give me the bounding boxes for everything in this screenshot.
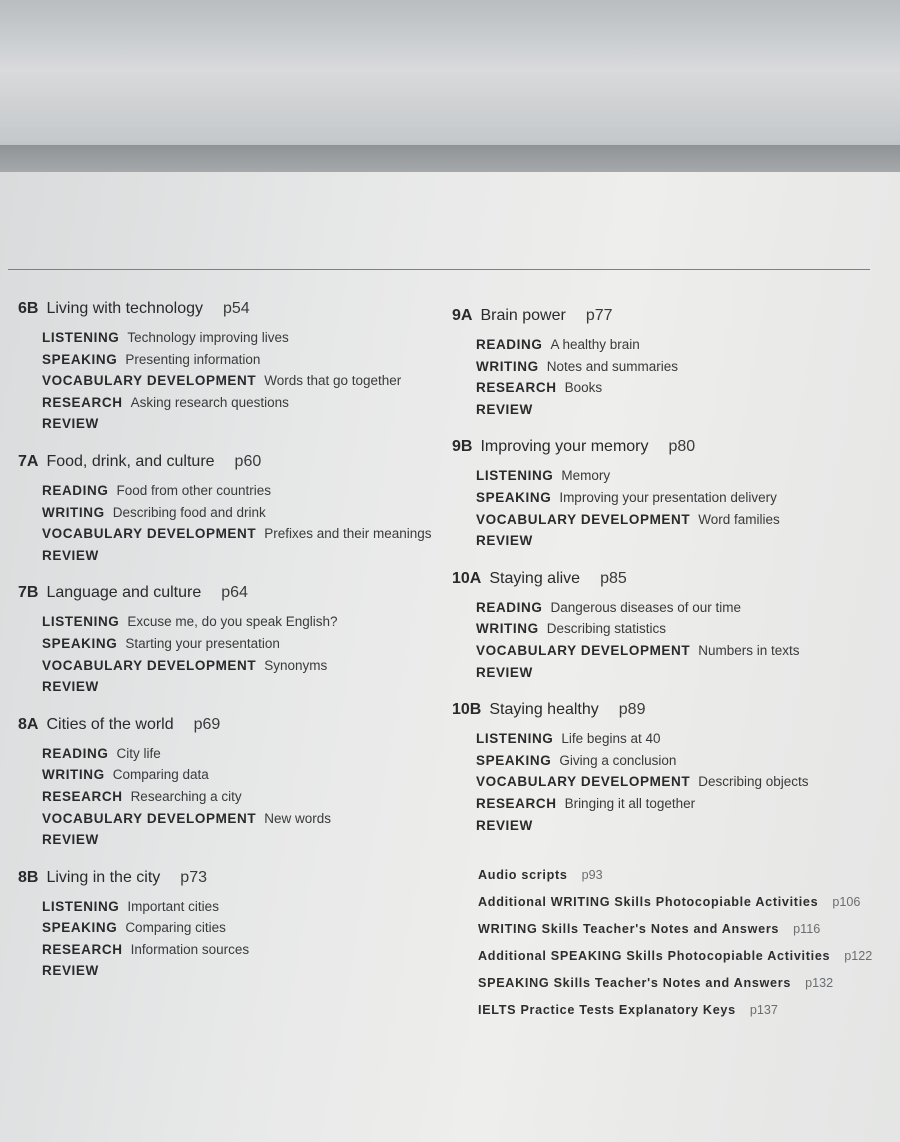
skill-item	[42, 808, 438, 830]
skill-item	[476, 793, 892, 815]
unit-code: 9A	[452, 307, 473, 324]
unit-title: Staying healthy	[489, 701, 599, 719]
extra-entry	[478, 943, 892, 970]
unit-section	[18, 869, 438, 982]
unit-heading	[452, 701, 892, 719]
extra-entry	[478, 997, 892, 1024]
unit-items	[18, 896, 438, 982]
skill-label: READING	[42, 482, 109, 498]
skill-label: SPEAKING	[42, 920, 118, 936]
skill-label: REVIEW	[476, 533, 533, 549]
skill-topic: Presenting information	[125, 351, 261, 367]
unit-heading	[452, 438, 892, 456]
skill-item	[42, 829, 438, 851]
unit-code: 10A	[452, 569, 482, 587]
extra-label: Additional WRITING Skills Photocopiable Activities	[478, 895, 819, 910]
unit-section	[452, 701, 892, 836]
skill-topic: Prefixes and their meanings	[264, 526, 432, 542]
background-photo-top	[0, 0, 900, 175]
extra-page-number: p93	[581, 868, 603, 883]
unit-section	[452, 570, 892, 683]
skill-item	[476, 771, 892, 793]
skill-topic: Technology improving lives	[127, 330, 289, 345]
unit-items	[452, 597, 892, 683]
unit-heading	[18, 584, 438, 602]
right-units	[452, 307, 892, 836]
unit-page-number: p60	[234, 452, 262, 470]
skill-label: WRITING	[42, 767, 105, 783]
unit-title: Living in the city	[46, 868, 161, 886]
skill-label: RESEARCH	[42, 941, 123, 957]
skill-topic: Researching a city	[130, 788, 242, 804]
extra-label: Audio scripts	[478, 868, 568, 883]
skill-item	[42, 676, 438, 698]
unit-code: 6B	[18, 300, 39, 317]
unit-page-number: p73	[180, 868, 207, 886]
unit-heading	[452, 307, 892, 325]
skill-label: VOCABULARY DEVELOPMENT	[476, 642, 691, 658]
skill-label: WRITING	[42, 504, 105, 520]
extra-entry	[478, 916, 892, 943]
unit-items	[18, 743, 438, 851]
skill-item	[476, 530, 892, 552]
unit-code: 7A	[18, 452, 39, 470]
unit-section	[18, 300, 438, 435]
skill-label: REVIEW	[476, 817, 533, 833]
unit-title: Food, drink, and culture	[46, 452, 215, 470]
unit-title: Staying alive	[489, 569, 581, 587]
unit-heading	[452, 570, 892, 588]
unit-title: Living with technology	[46, 300, 203, 317]
unit-heading	[18, 453, 438, 471]
skill-item	[42, 939, 438, 961]
skill-item	[42, 370, 438, 392]
skill-topic: Describing food and drink	[112, 504, 266, 520]
skill-topic: Numbers in texts	[698, 642, 800, 658]
skill-label: SPEAKING	[42, 635, 118, 651]
skill-label: VOCABULARY DEVELOPMENT	[42, 657, 257, 673]
unit-page-number: p64	[221, 584, 248, 602]
skill-item	[476, 487, 892, 509]
extra-page-number: p137	[749, 1003, 778, 1018]
skill-label: SPEAKING	[42, 351, 118, 367]
unit-items	[452, 334, 892, 420]
extra-page-number: p106	[832, 895, 861, 910]
skill-item	[42, 611, 438, 633]
skill-item	[476, 618, 892, 640]
skill-label: VOCABULARY DEVELOPMENT	[476, 511, 691, 527]
unit-title: Brain power	[480, 307, 566, 324]
skill-item	[42, 633, 438, 655]
skill-label: LISTENING	[42, 898, 120, 914]
skill-topic: New words	[264, 810, 331, 826]
skill-label: REVIEW	[42, 547, 99, 563]
unit-section	[452, 307, 892, 420]
skill-topic: Life begins at 40	[561, 731, 661, 747]
skill-item	[42, 502, 438, 524]
skill-item	[42, 786, 438, 808]
skill-item	[42, 655, 438, 677]
skill-topic: Food from other countries	[116, 482, 272, 498]
skill-label: RESEARCH	[42, 394, 123, 410]
unit-code: 8A	[18, 715, 39, 733]
contents-page	[0, 172, 900, 1142]
skill-item	[476, 334, 892, 356]
skill-topic: Books	[564, 380, 603, 396]
unit-section	[452, 438, 892, 551]
skill-item	[42, 960, 438, 982]
unit-page-number: p80	[668, 438, 696, 456]
unit-heading	[18, 869, 438, 887]
extra-label: SPEAKING Skills Teacher's Notes and Answers	[478, 976, 792, 991]
skill-label: READING	[476, 599, 543, 615]
extra-page-number: p122	[844, 949, 873, 964]
skill-label: RESEARCH	[42, 788, 123, 804]
skill-item	[476, 399, 892, 421]
skill-label: REVIEW	[476, 664, 533, 680]
unit-items	[18, 611, 438, 697]
skill-item	[42, 743, 438, 765]
skill-topic: A healthy brain	[550, 337, 640, 352]
extra-page-number: p116	[793, 922, 821, 937]
unit-items	[452, 465, 892, 551]
right-column	[452, 307, 892, 1024]
extra-label: IELTS Practice Tests Explanatory Keys	[478, 1003, 736, 1018]
extra-page-number: p132	[805, 976, 834, 991]
skill-topic: Starting your presentation	[125, 635, 280, 651]
skill-topic: Describing objects	[698, 774, 809, 790]
skill-label: REVIEW	[42, 832, 99, 848]
skill-label: VOCABULARY DEVELOPMENT	[476, 774, 691, 790]
skill-label: READING	[476, 337, 543, 352]
skill-item	[42, 327, 438, 349]
skill-topic: Describing statistics	[546, 621, 666, 637]
extra-label: Additional SPEAKING Skills Photocopiable Activities	[478, 949, 831, 964]
skill-label: WRITING	[476, 621, 539, 637]
skill-item	[42, 349, 438, 371]
skill-label: SPEAKING	[476, 752, 552, 768]
skill-item	[476, 356, 892, 378]
left-column	[18, 300, 438, 1000]
unit-items	[18, 327, 438, 435]
skill-label: REVIEW	[476, 401, 533, 417]
skill-item	[42, 545, 438, 567]
skill-label: SPEAKING	[476, 489, 552, 505]
extra-entry	[478, 862, 892, 889]
unit-heading	[18, 300, 438, 318]
unit-section	[18, 453, 438, 566]
skill-item	[42, 896, 438, 918]
skill-topic: Improving your presentation delivery	[559, 489, 777, 505]
skill-item	[42, 480, 438, 502]
unit-section	[18, 716, 438, 851]
unit-title: Language and culture	[46, 584, 202, 602]
skill-item	[476, 509, 892, 531]
extras-list	[452, 862, 892, 1024]
skill-item	[476, 640, 892, 662]
unit-section	[18, 584, 438, 697]
unit-items	[18, 480, 438, 566]
skill-item	[476, 815, 892, 837]
unit-code: 9B	[452, 438, 473, 456]
skill-topic: Asking research questions	[130, 394, 289, 410]
skill-topic: City life	[116, 745, 161, 761]
divider-rule	[8, 269, 870, 270]
skill-item	[42, 523, 438, 545]
skill-topic: Giving a conclusion	[559, 752, 677, 768]
unit-title: Cities of the world	[46, 715, 174, 733]
unit-code: 8B	[18, 868, 39, 886]
skill-topic: Comparing cities	[125, 920, 226, 936]
skill-item	[476, 728, 892, 750]
unit-code: 7B	[18, 584, 39, 602]
skill-topic: Dangerous diseases of our time	[550, 599, 742, 615]
skill-label: VOCABULARY DEVELOPMENT	[42, 373, 257, 389]
skill-item	[476, 750, 892, 772]
skill-item	[476, 597, 892, 619]
skill-item	[42, 392, 438, 414]
skill-label: RESEARCH	[476, 380, 557, 396]
unit-page-number: p69	[193, 715, 221, 733]
skill-label: READING	[42, 745, 109, 761]
skill-item	[476, 662, 892, 684]
skill-label: REVIEW	[42, 679, 99, 695]
skill-item	[42, 413, 438, 435]
unit-page-number: p85	[600, 569, 627, 587]
skill-label: WRITING	[476, 358, 539, 374]
skill-label: REVIEW	[42, 963, 99, 979]
skill-label: REVIEW	[42, 416, 99, 432]
unit-title: Improving your memory	[480, 438, 649, 456]
skill-item	[476, 377, 892, 399]
skill-topic: Bringing it all together	[564, 795, 696, 811]
skill-topic: Excuse me, do you speak English?	[127, 614, 338, 630]
skill-label: VOCABULARY DEVELOPMENT	[42, 810, 257, 826]
unit-code: 10B	[452, 701, 482, 719]
skill-label: LISTENING	[476, 731, 554, 747]
skill-label: LISTENING	[42, 330, 120, 345]
unit-page-number: p77	[585, 307, 613, 324]
skill-topic: Memory	[561, 468, 611, 484]
skill-item	[42, 764, 438, 786]
skill-topic: Words that go together	[264, 373, 402, 389]
skill-label: LISTENING	[42, 614, 120, 630]
skill-topic: Notes and summaries	[546, 358, 679, 374]
skill-topic: Word families	[698, 511, 780, 527]
extra-label: WRITING Skills Teacher's Notes and Answers	[478, 922, 780, 937]
extra-entry	[478, 889, 892, 916]
unit-heading	[18, 716, 438, 734]
skill-topic: Synonyms	[264, 657, 328, 673]
skill-topic: Comparing data	[112, 767, 209, 783]
skill-topic: Important cities	[127, 898, 219, 914]
skill-label: LISTENING	[476, 468, 554, 484]
unit-page-number: p54	[223, 300, 250, 317]
skill-label: RESEARCH	[476, 795, 557, 811]
unit-page-number: p89	[618, 701, 646, 719]
skill-topic: Information sources	[130, 941, 250, 957]
skill-item	[42, 917, 438, 939]
extra-entry	[478, 970, 892, 997]
skill-label: VOCABULARY DEVELOPMENT	[42, 526, 257, 542]
skill-item	[476, 465, 892, 487]
unit-items	[452, 728, 892, 836]
